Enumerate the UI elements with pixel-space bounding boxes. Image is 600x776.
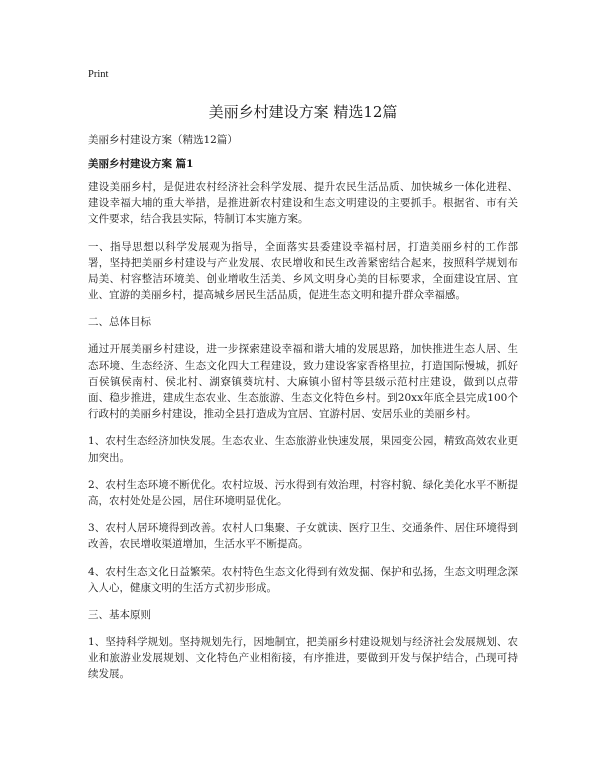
intro-paragraph: 建设美丽乡村，是促进农村经济社会科学发展、提升农民生活品质、加快城乡一体化进程、建设幸福大埔的重大举措，是推进新农村建设和生态文明建设的主要抓手。根据省、市有关文件要求，结合我县实际，特制订本实施方案。: [88, 181, 518, 226]
goals-intro-paragraph: 通过开展美丽乡村建设，进一步探索建设幸福和谐大埔的发展思路，加快推进生态人居、生态环境、生态经济、生态文化四大工程建设，致力建设客家香格里拉，打造国际慢城，抓好百侯镇侯南村、侯北村、湖寮镇葵坑村、大麻镇小留村等县级示范村庄建设，做到以点带面、稳步推进，建成生态农业、生态旅游、生态文化特色乡村。到20xx年底全县完成100个行政村的美丽乡村建设，推动全县打造成为宜居、宜游村居、安居乐业的美丽乡村。: [88, 343, 518, 421]
goal-item-4: 4、农村生态文化日益繁荣。农村特色生态文化得到有效发掘、保护和弘扬，生态文明理念深入人心，健康文明的生活方式初步形成。: [88, 565, 518, 594]
principle-item-1: 1、坚持科学规划。坚持规划先行，因地制宜，把美丽乡村建设规划与经济社会发展规划、农业和旅游业发展规划、文化特色产业相衔接，有序推进，要做到开发与保护结合，凸现可持续发展。: [88, 636, 518, 681]
document-title: 美丽乡村建设方案 精选12篇: [208, 103, 398, 121]
goal-item-1: 1、农村生态经济加快发展。生态农业、生态旅游业快速发展，果园变公园，精致高效农业更加突出。: [88, 435, 518, 464]
document-subtitle: 美丽乡村建设方案（精选12篇）: [88, 134, 238, 146]
goal-item-2: 2、农村生态环境不断优化。农村垃圾、污水得到有效治理，村容村貌、绿化美化水平不断提高，农村处处是公园，居住环境明显优化。: [88, 478, 518, 508]
document-page: [88, 68, 518, 694]
guiding-thought-paragraph: 一、指导思想以科学发展观为指导，全面落实县委建设幸福村居，打造美丽乡村的工作部署，坚持把美丽乡村建设与产业发展、农民增收和民生改善紧密结合起来，按照科学规划布局美、村容整洁环境美、创业增收生活美、乡风文明身心美的目标要求，全面建设宜居、宜业、宜游的美丽乡村，提高城乡居民生活品质，促进生态文明和提升群众幸福感。: [88, 240, 518, 302]
goals-heading: 二、总体目标: [88, 316, 151, 329]
section-title: 美丽乡村建设方案 篇1: [88, 158, 194, 170]
print-label: Print: [88, 69, 109, 80]
principles-heading: 三、基本原则: [88, 609, 151, 622]
goal-item-3: 3、农村人居环境得到改善。农村人口集聚、子女就读、医疗卫生、交通条件、居住环境得到改善，农民增收渠道增加，生活水平不断提高。: [88, 522, 518, 551]
